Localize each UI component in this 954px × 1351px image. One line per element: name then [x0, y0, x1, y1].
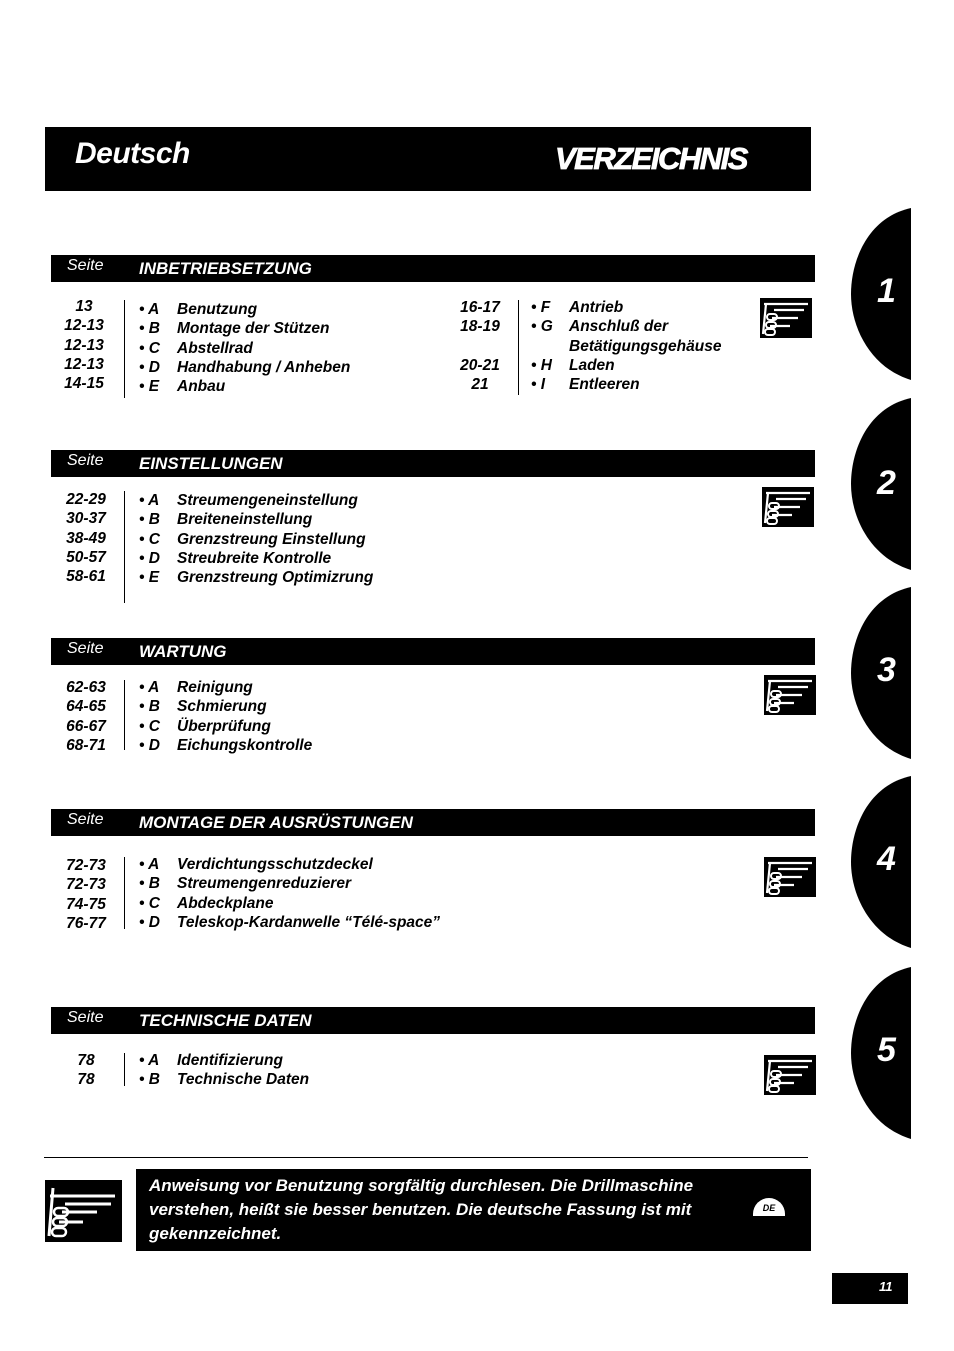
toc-item[interactable]: • C Überprüfung [139, 717, 271, 735]
toc-item[interactable]: • D Handhabung / Anheben [139, 358, 351, 376]
header-bar [45, 127, 811, 191]
de-badge: DE [753, 1198, 785, 1216]
page-ref: 14-15 [64, 375, 104, 393]
section-title: MONTAGE DER AUSRÜSTUNGEN [139, 813, 413, 832]
page-ref: 66-67 [66, 717, 106, 735]
page-column [450, 298, 510, 394]
section-title: WARTUNG [139, 642, 227, 661]
page-ref: 30-37 [66, 510, 106, 528]
page-ref: 13 [75, 298, 93, 315]
toc-item[interactable]: • B Streumengenreduzierer [139, 875, 351, 893]
page-ref: 16-17 [460, 299, 500, 316]
item-column [139, 1051, 309, 1090]
divider-line [124, 300, 125, 398]
toc-item[interactable]: • A Verdichtungsschutzdeckel [139, 856, 373, 873]
page-column [54, 297, 114, 393]
seite-label: Seite [67, 452, 104, 469]
toc-item[interactable]: • C Grenzstreung Einstellung [139, 530, 366, 548]
seite-label: Seite [67, 257, 104, 274]
page-ref: 72-73 [66, 876, 106, 894]
tab-number: 5 [877, 1031, 896, 1069]
chapter-tab-3[interactable] [851, 587, 911, 759]
seite-label: Seite [67, 640, 104, 657]
page-ref: 12-13 [64, 355, 104, 373]
page-ref: 76-77 [66, 914, 106, 932]
toc-item[interactable]: • I Entleeren [531, 376, 640, 394]
tab-number: 4 [877, 840, 896, 878]
page-ref: 78 [77, 1052, 95, 1069]
seite-label: Seite [67, 1009, 104, 1026]
tab-number: 2 [877, 464, 896, 502]
page-ref: 18-19 [460, 318, 500, 336]
toc-item[interactable]: • E Grenzstreung Optimizrung [139, 569, 374, 587]
toc-item[interactable]: • H Laden [531, 356, 615, 374]
toc-item[interactable]: • C Abdeckplane [139, 894, 274, 912]
toc-item[interactable]: • B Technische Daten [139, 1071, 310, 1089]
page-ref: 12-13 [64, 336, 104, 354]
toc-item[interactable]: • B Montage der Stützen [139, 320, 330, 338]
toc-item[interactable]: • E Anbau [139, 378, 226, 396]
page-column [56, 678, 116, 755]
section-bar [51, 638, 815, 665]
page-column [56, 856, 116, 933]
page-ref: 64-65 [66, 698, 106, 716]
page-number: 11 [879, 1279, 893, 1294]
toc-item[interactable]: • A Identifizierung [139, 1052, 283, 1069]
hand-pointer-icon [45, 1180, 122, 1242]
hand-pointer-icon [764, 675, 816, 715]
section-bar [51, 1007, 815, 1034]
divider-line [518, 300, 519, 395]
divider-line [124, 491, 125, 603]
note-text: Anweisung vor Benutzung sorgfältig durchlesen. Die Drillmaschine verstehen, heißt sie besser benutzen. Die deutsche Fassung ist mit gekennzeichnet. [149, 1176, 694, 1243]
toc-item[interactable]: • A Streumengeneinstellung [139, 492, 358, 509]
hand-pointer-icon [762, 487, 814, 527]
tab-number: 1 [877, 272, 896, 310]
page-ref: 58-61 [66, 568, 106, 586]
hand-pointer-icon [764, 1055, 816, 1095]
toc-item[interactable]: • A Benutzung [139, 301, 258, 318]
item-column [139, 300, 350, 396]
page-ref: 12-13 [64, 317, 104, 335]
chapter-tab-1[interactable] [851, 208, 911, 380]
page-ref: 74-75 [66, 895, 106, 913]
chapter-tab-2[interactable] [851, 398, 911, 570]
section-title: INBETRIEBSETZUNG [139, 259, 312, 278]
divider-line [124, 680, 125, 750]
toc-item[interactable]: • D Eichungskontrolle [139, 736, 313, 754]
divider-line [124, 1053, 125, 1086]
toc-item[interactable]: • D Streubreite Kontrolle [139, 549, 332, 567]
page-ref: 78 [77, 1071, 95, 1089]
toc-item[interactable]: • F Antrieb [531, 299, 624, 316]
hand-pointer-icon [764, 857, 816, 897]
page-ref: 21 [471, 376, 489, 394]
page-number-box [832, 1273, 908, 1304]
item-column [139, 491, 373, 587]
page-column [56, 490, 116, 586]
language-title: Deutsch [75, 137, 190, 170]
hand-pointer-icon [760, 298, 812, 338]
page-ref: 72-73 [66, 857, 106, 874]
toc-item[interactable]: • C Abstellrad [139, 339, 253, 357]
toc-item[interactable]: • G Anschluß der [531, 318, 669, 336]
toc-item-continued: Betätigungsgehäuse [569, 337, 722, 355]
divider-rule [44, 1157, 808, 1158]
toc-item[interactable]: • B Schmierung [139, 698, 267, 716]
toc-item[interactable]: • A Reinigung [139, 679, 253, 696]
tab-number: 3 [877, 651, 896, 689]
page-ref: 68-71 [66, 736, 106, 754]
divider-line [124, 857, 125, 929]
page-ref: 62-63 [66, 679, 106, 696]
item-column [531, 298, 721, 394]
page-column [56, 1051, 116, 1090]
page-ref [450, 337, 510, 356]
section-bar [51, 450, 815, 477]
page-title: VERZEICHNIS [555, 141, 747, 176]
seite-label: Seite [67, 811, 104, 828]
section-bar [51, 809, 815, 836]
page-ref: 20-21 [460, 356, 500, 374]
section-bar [51, 255, 815, 282]
section-title: TECHNISCHE DATEN [139, 1011, 312, 1030]
item-column [139, 855, 440, 932]
item-column [139, 678, 312, 755]
toc-item[interactable]: • B Breiteneinstellung [139, 511, 313, 529]
page-ref: 50-57 [66, 548, 106, 566]
section-title: EINSTELLUNGEN [139, 454, 283, 473]
page-ref: 38-49 [66, 529, 106, 547]
toc-item[interactable]: • D Teleskop-Kardanwelle “Télé-space” [139, 913, 441, 931]
instruction-note [136, 1169, 811, 1251]
chapter-tab-4[interactable] [851, 776, 911, 948]
page-ref: 22-29 [66, 491, 106, 508]
chapter-tab-5[interactable] [851, 967, 911, 1139]
